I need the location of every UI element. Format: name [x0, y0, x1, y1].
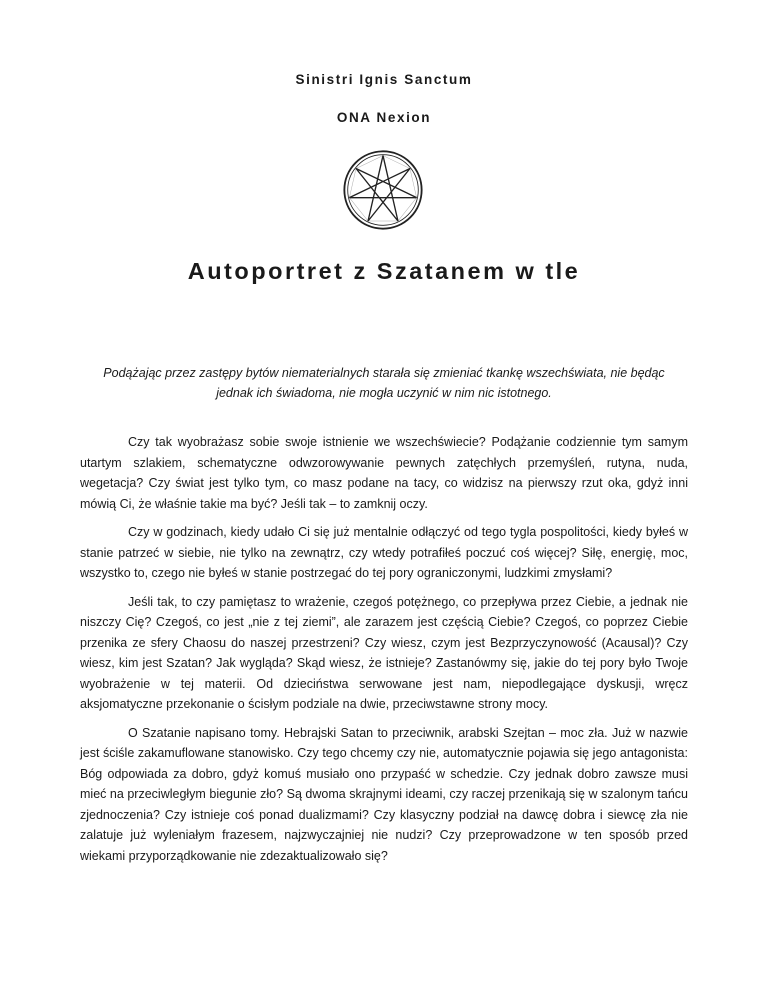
paragraph: O Szatanie napisano tomy. Hebrajski Satan to przeciwnik, arabski Szejtan – moc zła. Już w nazwie jest ściśle zakamuflowane stanowisko. Czy tego chcemy czy nie, automatycznie pojawia się jego antagonista: Bóg odpowiada za dobro, gdyż komuś musiało ono przypaść w schedzie. Czy jednak dobro zawsze musi mieć na przeciwległym biegunie zło? Są dwoma skrajnymi ideami, czy raczej przenikają się w szalonym tańcu zjednoczenia? Czy istnieje coś ponad dualizmami? Czy klasyczny podział na dawcę dobra i siewcę zła nie zalatuje już wyleniałym frazesem, najzwyczajniej nie nudzi? Czy przeprowadzone w ten sposób przed wiekami przyporządkowanie nie zdezaktualizowało się? [80, 725, 688, 863]
paragraph: Czy tak wyobrażasz sobie swoje istnienie we wszechświecie? Podążanie codziennie tym samym utartym szlakiem, schematyczne odwzorowywanie pewnych zatęchłych przemyśleń, rutyna, nuda, wegetacja? Czy świat jest tylko tym, co masz podane na tacy, co widzisz na pierwszy rzut oka, gdyż inni mówią Ci, że właśnie takie ma być? Jeśli tak – to zamknij oczy. [80, 435, 688, 511]
paragraph: Jeśli tak, to czy pamiętasz to wrażenie, czegoś potężnego, co przepływa przez Ciebie, a jednak nie niszczy Cię? Czegoś, co jest „nie z tej ziemi”, ale zarazem jest częścią Ciebie? Czegoś, co poprzez Ciebie przenika ze sfery Chaosu do naszej przestrzeni? Czy wiesz, czym jest Bezprzyczynowość (Acausal)? Czy wiesz, kim jest Szatan? Jak wygląda? Skąd wiesz, że istnieje? Zastanówmy się, jakie do tej pory było Twoje wyobrażenie w tej materii. Od dzieciństwa serwowane jest nam, niepodlegające dyskusji, wręcz aksjomatyczne przekonanie o ścisłym podziale na dwie, przeciwstawne strony mocy. [80, 594, 688, 711]
paragraph: Czy w godzinach, kiedy udało Ci się już mentalnie odłączyć od tego tygla pospolitości, kiedy byłeś w stanie patrzeć w siebie, nie tylko na zewnątrz, czy wtedy potrafiłeś poczuć coś więcej? Siłę, energię, moc, wszystko to, czego nie byłeś w stanie postrzegać do tej pory ograniczonymi, ludzkimi zmysłami? [80, 525, 688, 580]
nexion-name: ONA Nexion [336, 110, 432, 125]
page-title: Autoportret z Szatanem w tle [187, 258, 581, 284]
organization-name: Sinistri Ignis Sanctum [295, 72, 473, 87]
body-text [80, 432, 688, 874]
epigraph: Podążając przez zastępy bytów niematerialnych starała się zmieniać tkankę wszechświata, nie będąc jednak ich świadoma, nie mogła uczynić w nim nic istotnego. [103, 366, 665, 400]
heptagram-circle-icon [341, 148, 425, 232]
